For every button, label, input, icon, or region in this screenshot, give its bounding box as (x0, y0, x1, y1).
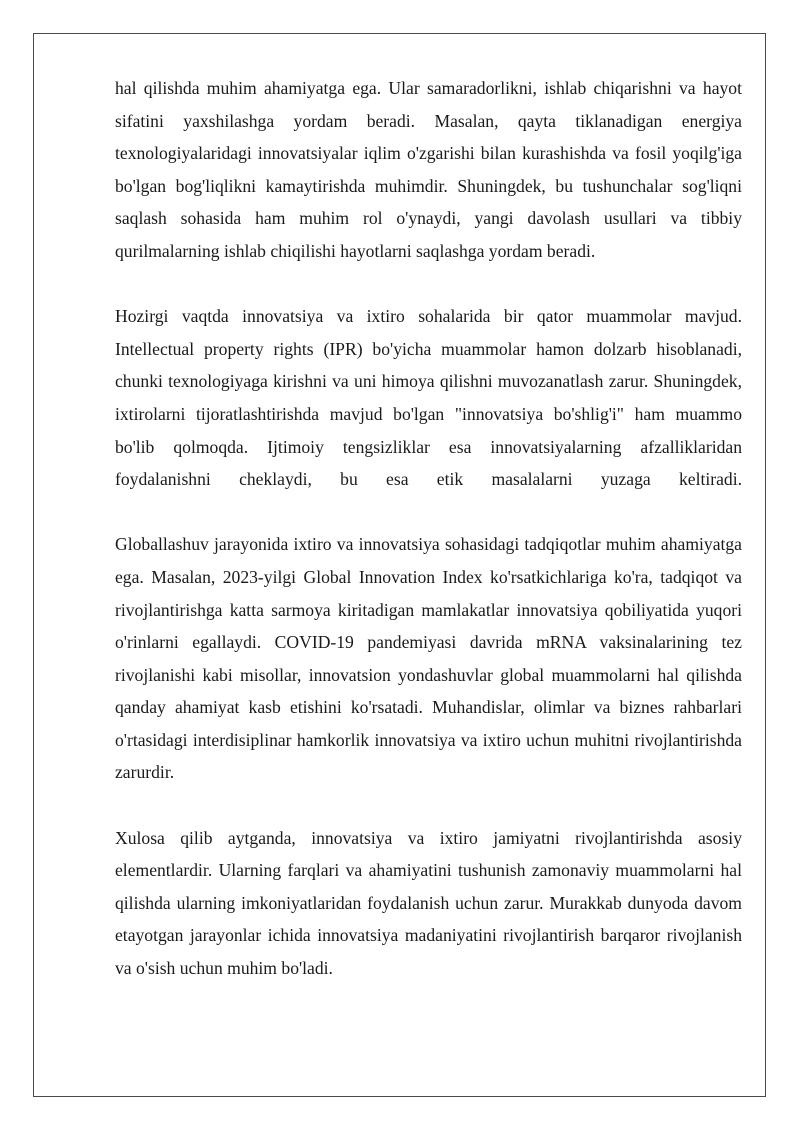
document-body (115, 72, 742, 985)
paragraph-4: Xulosa qilib aytganda, innovatsiya va ixtiro jamiyatni rivojlantirishda asosiy elementlardir. Ularning farqlari va ahamiyatini tushunish zamonaviy muammolarni hal qilishda ularning imkoniyatlaridan foydalanish uchun zarur. Murakkab dunyoda davom etayotgan jarayonlar ichida innovatsiya madaniyatini rivojlantirish barqaror rivojlanish va o'sish uchun muhim bo'ladi. (115, 827, 742, 979)
paragraph-1: hal qilishda muhim ahamiyatga ega. Ular samaradorlikni, ishlab chiqarishni va hayot sifatini yaxshilashga yordam beradi. Masalan, qayta tiklanadigan energiya texnologiyalaridagi innovatsiyalar iqlim o'zgarishi bilan kurashishda va fosil yoqilg'iga bo'lgan bog'liqlikni kamaytirishda muhimdir. Shuningdek, bu tushunchalar sog'liqni saqlash sohasida ham muhim rol o'ynaydi, yangi davolash usullari va tibbiy qurilmalarning ishlab chiqilishi hayotlarni saqlashga yordam beradi. (115, 78, 742, 261)
paragraph-2: Hozirgi vaqtda innovatsiya va ixtiro sohalarida bir qator muammolar mavjud. Intellectual property rights (IPR) bo'yicha muammolar hamon dolzarb hisoblanadi, chunki texnologiyaga kirishni va uni himoya qilishni muvozanatlash zarur. Shuningdek, ixtirolarni tijoratlashtirishda mavjud bo'lgan "innovatsiya bo'shlig'i" ham muammo bo'lib qolmoqda. Ijtimoiy tengsizliklar esa innovatsiyalarning afzalliklaridan foydalanishni cheklaydi, bu esa etik masalalarni yuzaga keltiradi. (115, 306, 742, 490)
paragraph-3: Globallashuv jarayonida ixtiro va innovatsiya sohasidagi tadqiqotlar muhim ahamiyatga ega. Masalan, 2023-yilgi Global Innovation Index ko'rsatkichlariga ko'ra, tadqiqot va rivojlantirishga katta sarmoya kiritadigan mamlakatlar innovatsiya qobiliyatida yuqori o'rinlarni egallaydi. COVID-19 pandemiyasi davrida mRNA vaksinalarining tez rivojlanishi kabi misollar, innovatsion yondashuvlar global muammolarni hal qilishda qanday ahamiyat kasb etishini ko'rsatadi. Muhandislar, olimlar va biznes rahbarlari o'rtasidagi interdisiplinar hamkorlik innovatsiya va ixtiro uchun muhitni rivojlantirishda zarurdir. (115, 534, 742, 783)
